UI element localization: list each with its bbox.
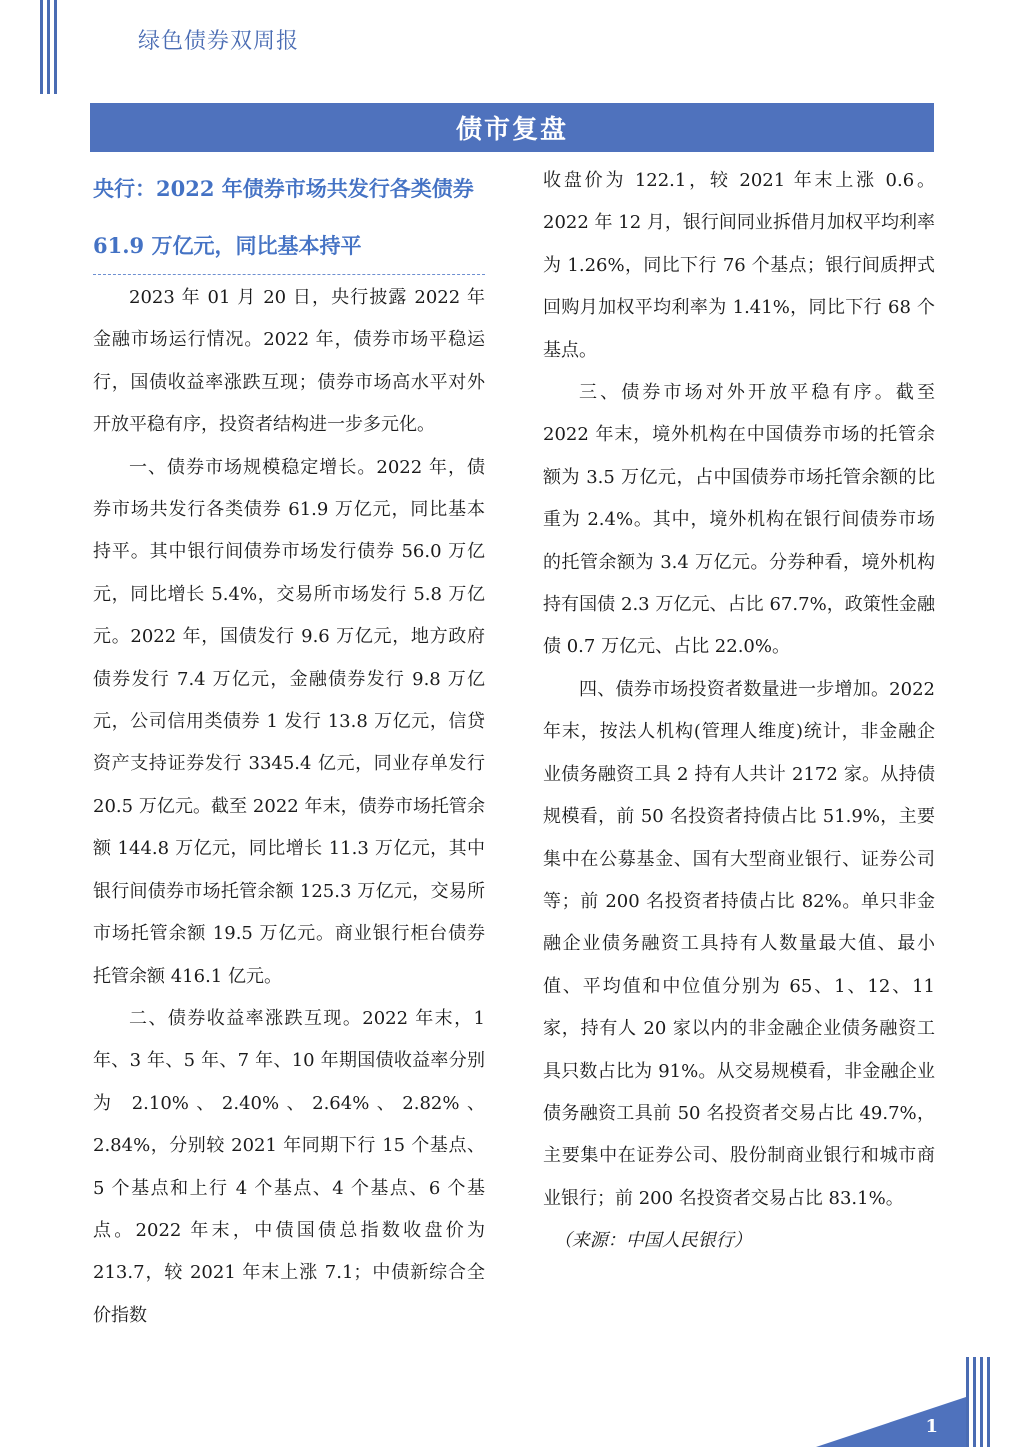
paragraph-investors: 四、债券市场投资者数量进一步增加。2022 年末，按法人机构(管理人维度)统计，非金融企业债务融资工具 2 持有人共计 2172 家。从持债规模看，前 50 名投资者持债占比 51.9%，主要集中在公募基金、国有大型商业银行、证券公司等；前 200 名投资者持债占比 82%。单只非金融企业债务融资工具持有人数量最大值、最小值、平均值和中位值分别为 65、1、12、11 家，持有人 20 家以内的非金融企业债务融资工具只数占比为 91%。从交易规模看，非金融企业债务融资工具前 50 名投资者交易占比 49.7%，主要集中在证券公司、股份制商业银行和城市商业银行；前 200 名投资者交易占比 83.1%。 [543,678,935,1209]
footer-triangle [816,1397,966,1447]
article-title: 央行：2022 年债券市场共发行各类债券 61.9 万亿元，同比基本持平 [93,160,485,275]
paragraph-market-scale: 一、债券市场规模稳定增长。2022 年，债券市场共发行各类债券 61.9 万亿元，同比基本持平。其中银行间债券市场发行债券 56.0 万亿元，同比增长 5.4%，交易所市场发行 5.8 万亿元。2022 年，国债发行 9.6 万亿元，地方政府债券发行 7.4 万亿元，金融债券发行 9.8 万亿元，公司信用类债券 1 发行 13.8 万亿元，信贷资产支持证券发行 3345.4 亿元，同业存单发行 20.5 万亿元。截至 2022 年末，债券市场托管余额 144.8 万亿元，同比增长 11.3 万亿元，其中银行间债券市场托管余额 125.3 万亿元，交易所市场托管余额 19.5 万亿元。商业银行柜台债券托管余额 416.1 亿元。 [93,456,485,987]
newsletter-title: 绿色债券双周报 [138,29,300,54]
left-column [93,160,485,1337]
section-banner: 债市复盘 [90,103,934,152]
page-number: 1 [925,1416,938,1437]
footer-decoration-bars [966,1357,990,1447]
paragraph-yields-continued: 收盘价为 122.1，较 2021 年末上涨 0.6。2022 年 12 月，银行间同业拆借月加权平均利率为 1.26%，同比下行 76 个基点；银行间质押式回购月加权平均利率为 1.41%，同比下行 68 个基点。 [543,170,935,361]
header-decoration-bars [40,0,57,94]
paragraph-yields: 二、债券收益率涨跌互现。2022 年末，1 年、3 年、5 年、7 年、10 年期国债收益率分别为 2.10%、2.40%、2.64%、2.82%、2.84%，分别较 2021 年同期下行 15 个基点、5 个基点和上行 4 个基点、4 个基点、6 个基点。2022 年末，中债国债总指数收盘价为 213.7，较 2021 年末上涨 7.1；中债新综合全价指数 [93,1007,485,1326]
paragraph-intro: 2023 年 01 月 20 日，央行披露 2022 年金融市场运行情况。2022 年，债券市场平稳运行，国债收益率涨跌互现；债券市场高水平对外开放平稳有序，投资者结构进一步多元化。 [93,287,485,436]
paragraph-opening-up: 三、债券市场对外开放平稳有序。截至 2022 年末，境外机构在中国债券市场的托管余额为 3.5 万亿元，占中国债券市场托管余额的比重为 2.4%。其中，境外机构在银行间债券市场的托管余额为 3.4 万亿元。分券种看，境外机构持有国债 2.3 万亿元、占比 67.7%，政策性金融债 0.7 万亿元、占比 22.0%。 [543,382,935,658]
source-note: （来源：中国人民银行） [553,1230,752,1252]
right-column [543,160,935,1263]
